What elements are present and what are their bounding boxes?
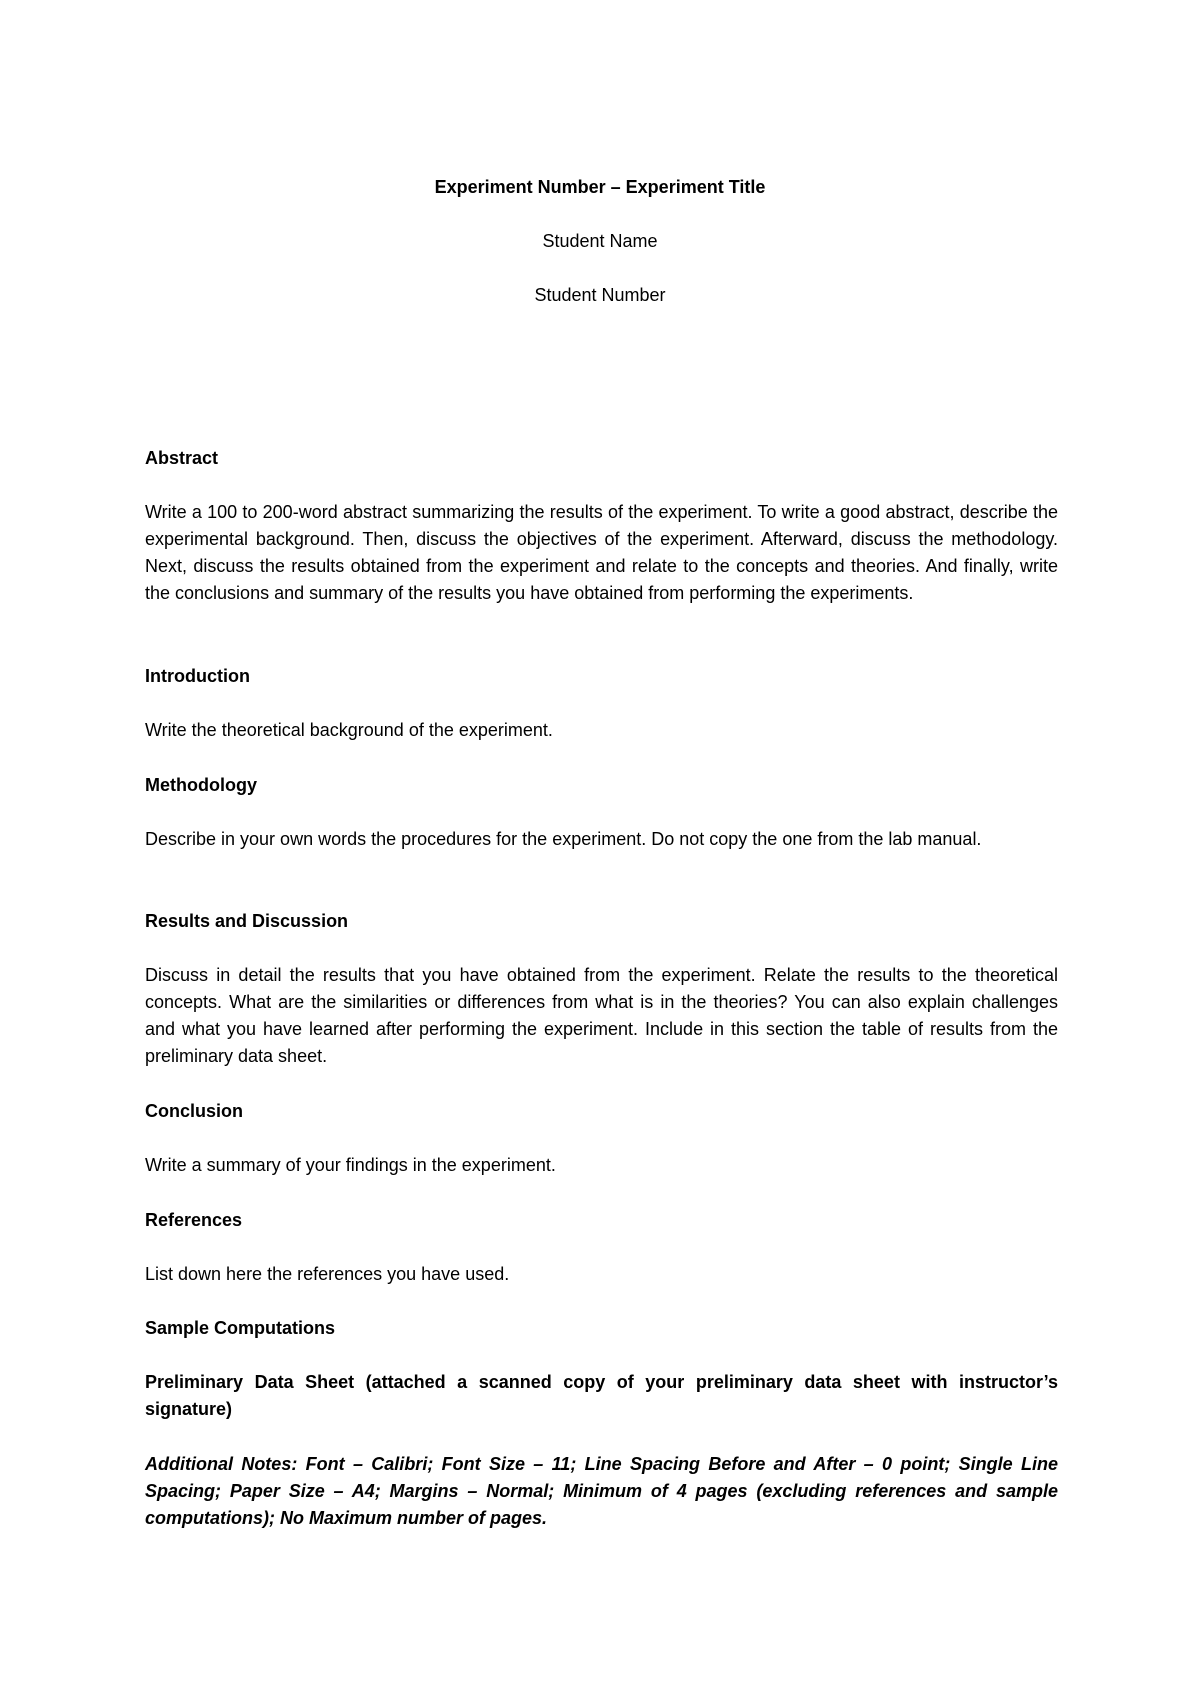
- student-name: Student Name: [542, 231, 658, 251]
- references-text: List down here the references you have used.: [145, 1264, 510, 1284]
- conclusion-text: Write a summary of your findings in the experiment.: [145, 1155, 556, 1175]
- preliminary-data-sheet-heading: Preliminary Data Sheet (attached a scanned copy of your preliminary data sheet with instructor’s signature): [145, 1372, 1058, 1419]
- abstract-text: Write a 100 to 200-word abstract summarizing the results of the experiment. To write a good abstract, describe the experimental background. Then, discuss the objectives of the experiment. Afterward, discuss the methodology. Next, discuss the results obtained from the experiment and relate to the concepts and theories. And finally, write the conclusions and summary of the results you have obtained from performing the experiments.: [145, 502, 1058, 603]
- conclusion-heading: Conclusion: [145, 1101, 243, 1121]
- student-number: Student Number: [534, 285, 666, 305]
- methodology-heading: Methodology: [145, 775, 257, 795]
- document-title: Experiment Number – Experiment Title: [434, 177, 766, 197]
- results-heading: Results and Discussion: [145, 911, 349, 931]
- sample-computations-heading: Sample Computations: [145, 1318, 336, 1338]
- abstract-heading: Abstract: [145, 448, 219, 468]
- results-text: Discuss in detail the results that you have obtained from the experiment. Relate the results to the theoretical concepts. What are the similarities or differences from what is in the theories? You can also explain challenges and what you have learned after performing the experiment. Include in this section the table of results from the preliminary data sheet.: [145, 965, 1058, 1066]
- introduction-heading: Introduction: [145, 666, 250, 686]
- additional-notes: Additional Notes: Font – Calibri; Font Size – 11; Line Spacing Before and After – 0 point; Single Line Spacing; Paper Size – A4; Margins – Normal; Minimum of 4 pages (excluding references and sample computations); No Maximum number of pages.: [145, 1454, 1058, 1528]
- references-heading: References: [145, 1210, 243, 1230]
- methodology-text: Describe in your own words the procedures for the experiment. Do not copy the one from the lab manual.: [145, 829, 982, 849]
- introduction-text: Write the theoretical background of the experiment.: [145, 720, 553, 740]
